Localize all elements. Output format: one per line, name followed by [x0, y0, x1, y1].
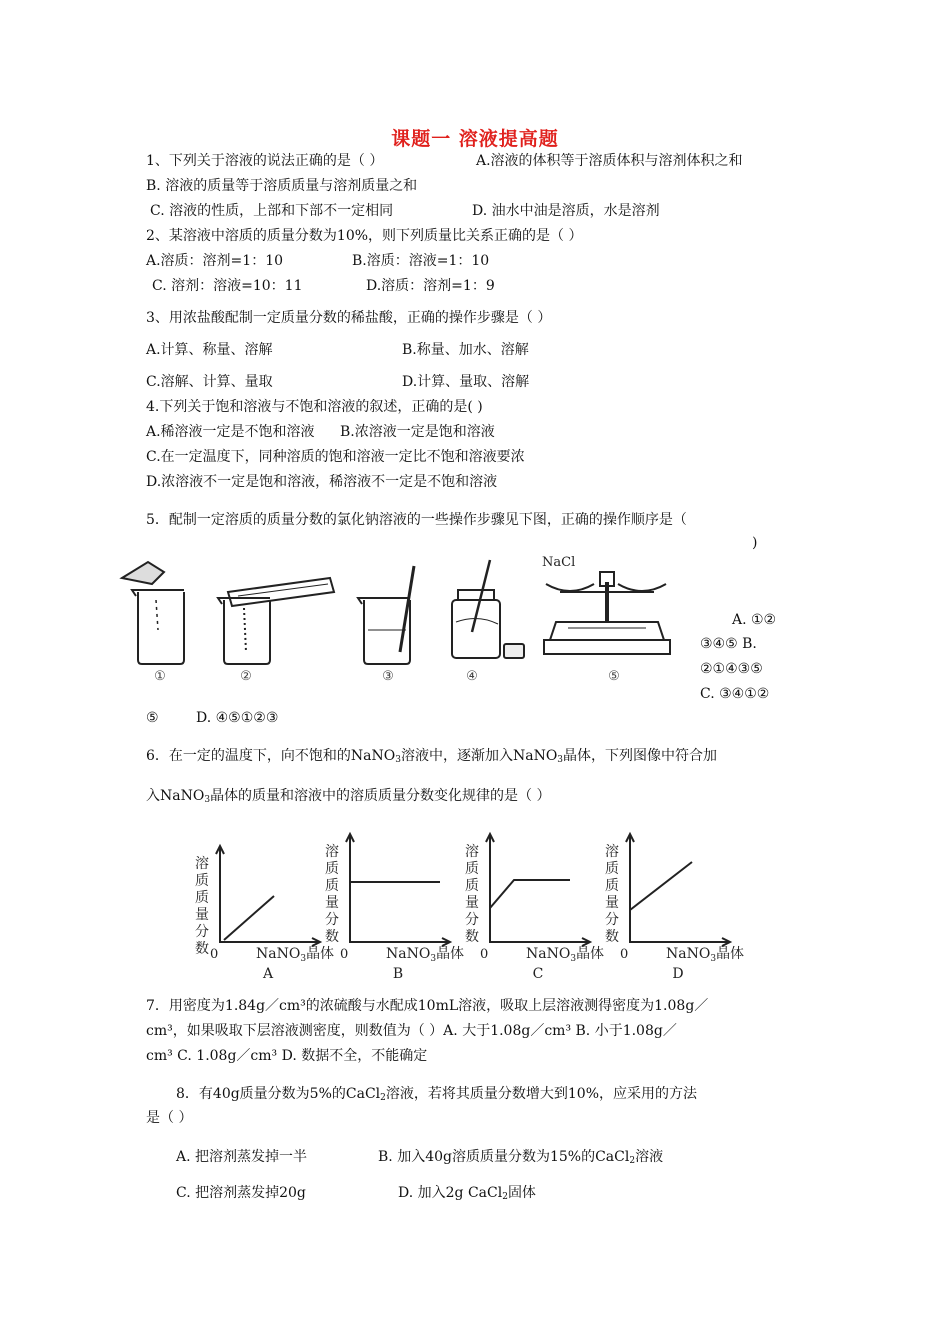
q5-option-line1: A. ①② [732, 612, 777, 628]
balance-scale-icon [544, 572, 670, 654]
axes [350, 834, 450, 942]
q5-option-line5b: D. ④⑤①②③ [196, 710, 279, 726]
origin-label: 0 [340, 947, 349, 962]
page-title: 课题一 溶液提高题 [391, 128, 559, 150]
q1-option-d: D. 油水中油是溶质，水是溶剂 [472, 203, 660, 219]
q5-stem-end: ) [752, 535, 758, 551]
origin-label: 0 [210, 947, 219, 962]
graph-B [325, 834, 464, 982]
q1-option-b: B. 溶液的质量等于溶质质量与溶剂质量之和 [146, 178, 418, 194]
y-label-char: 数 [605, 929, 619, 945]
y-label-char: 量 [325, 895, 339, 911]
q8-line1: 8．有40g质量分数为5%的CaCl$_2$溶液，若将其质量分数增大到10%，应采用的方法 [176, 1086, 698, 1103]
q3-stem: 3、用浓盐酸配制一定质量分数的稀盐酸，正确的操作步骤是（ ） [146, 310, 552, 326]
q7-line1: 7．用密度为1.84g／cm³的浓硫酸与水配成10mL溶液，吸取上层溶液测得密度为1.08g／ [146, 998, 709, 1014]
q4-option-d: D.浓溶液不一定是饱和溶液，稀溶液不一定是不饱和溶液 [146, 474, 498, 490]
y-label-char: 量 [465, 895, 479, 911]
q3-option-d: D.计算、量取、溶解 [402, 374, 530, 390]
y-label-char: 质 [605, 878, 619, 894]
y-label-char: 量 [605, 895, 619, 911]
q1-option-a: A.溶液的体积等于溶质体积与溶剂体积之和 [476, 153, 743, 169]
y-label-char: 质 [465, 878, 479, 894]
graph-letter: A [262, 966, 274, 982]
q6-line1: 6．在一定的温度下，向不饱和的NaNO$_3$溶液中，逐渐加入NaNO$_3$晶体，下列图像中符合加 [146, 748, 718, 765]
q6-graphs [190, 828, 770, 988]
fig-label-1: ① [154, 669, 166, 684]
axes [490, 834, 590, 942]
y-label-char: 数 [325, 929, 339, 945]
q5-option-line4: C. ③④①② [700, 686, 770, 702]
q3-option-b: B.称量、加水、溶解 [402, 342, 529, 358]
y-label-char: 分 [465, 912, 479, 928]
q8-option-a: A. 把溶剂蒸发掉一半 [176, 1149, 308, 1165]
curve [630, 862, 692, 910]
q1-stem: 1、下列关于溶液的说法正确的是（ ） [146, 153, 384, 169]
x-label: NaNO$_3$晶体 [386, 946, 465, 964]
fig-label-3: ③ [382, 669, 394, 684]
q7-line2: cm³，如果吸取下层溶液测密度，则数值为（ ）A. 大于1.08g／cm³ B. 小于1.08g／ [146, 1023, 677, 1039]
reagent-jar-icon [452, 560, 524, 658]
graph-letter: B [392, 966, 404, 982]
q8-line2: 是（ ） [146, 1110, 193, 1126]
y-label-char: 分 [195, 924, 209, 940]
x-label: NaNO$_3$晶体 [256, 946, 335, 964]
y-label-char: 分 [605, 912, 619, 928]
q2-option-a: A.溶质：溶剂=1：10 [146, 253, 284, 269]
curve [490, 880, 570, 908]
fig-label-4: ④ [466, 669, 478, 684]
curve [224, 896, 274, 940]
q7-line3: cm³ C. 1.08g／cm³ D. 数据不全，不能确定 [146, 1048, 428, 1064]
q5-stem: 5．配制一定溶质的质量分数的氯化钠溶液的一些操作步骤见下图，正确的操作顺序是（ [146, 512, 687, 528]
graph-letter: D [672, 966, 684, 982]
origin-label: 0 [620, 947, 629, 962]
q5-option-line5a: ⑤ [146, 710, 159, 726]
q8-option-b: B. 加入40g溶质质量分数为15%的CaCl$_2$溶液 [378, 1149, 664, 1166]
y-label-char: 溶 [325, 844, 339, 860]
q5-option-line2: ③④⑤ B. [700, 636, 757, 652]
q4-option-b: B.浓溶液一定是饱和溶液 [340, 424, 495, 440]
pouring-cylinder-icon [218, 578, 334, 664]
y-label-char: 质 [325, 878, 339, 894]
y-label-char: 数 [465, 929, 479, 945]
axes [630, 834, 730, 942]
y-label-char: 质 [325, 861, 339, 877]
y-label-char: 溶 [605, 844, 619, 860]
graph-A [195, 846, 334, 982]
fig-label-2: ② [240, 669, 252, 684]
q2-option-c: C. 溶剂：溶液=10：11 [152, 278, 303, 294]
y-label-char: 数 [195, 941, 209, 957]
origin-label: 0 [480, 947, 489, 962]
graph-letter: C [532, 966, 544, 982]
q4-option-a: A.稀溶液一定是不饱和溶液 [146, 424, 315, 440]
q2-stem: 2、某溶液中溶质的质量分数为10%，则下列质量比关系正确的是（ ） [146, 228, 583, 244]
q2-option-b: B.溶质：溶液=1：10 [352, 253, 490, 269]
q2-option-d: D.溶质：溶剂=1：9 [366, 278, 495, 294]
y-label-char: 质 [465, 861, 479, 877]
fig-label-5: ⑤ [608, 669, 620, 684]
x-label: NaNO$_3$晶体 [526, 946, 605, 964]
beaker-icon [122, 562, 184, 664]
glass-rod-icon [358, 566, 414, 664]
y-label-char: 质 [605, 861, 619, 877]
graph-C [465, 834, 604, 982]
y-label-char: 溶 [195, 856, 209, 872]
q6-line2: 入NaNO$_3$晶体的质量和溶液中的溶质质量分数变化规律的是（ ） [146, 788, 551, 805]
q4-stem: 4.下列关于饱和溶液与不饱和溶液的叙述，正确的是( ) [146, 399, 483, 415]
q8-option-d: D. 加入2g CaCl$_2$固体 [398, 1185, 536, 1202]
q5-lab-figure [118, 552, 728, 692]
nacl-label: NaCl [542, 555, 576, 570]
axes [220, 846, 320, 942]
graph-D [605, 834, 744, 982]
q3-option-c: C.溶解、计算、量取 [146, 374, 273, 390]
y-label-char: 质 [195, 873, 209, 889]
y-label-char: 质 [195, 890, 209, 906]
q1-option-c: C. 溶液的性质，上部和下部不一定相同 [150, 203, 394, 219]
q4-option-c: C.在一定温度下，同种溶质的饱和溶液一定比不饱和溶液要浓 [146, 449, 525, 465]
q3-option-a: A.计算、称量、溶解 [146, 342, 273, 358]
q5-option-line3: ②①④③⑤ [700, 661, 763, 677]
x-label: NaNO$_3$晶体 [666, 946, 745, 964]
y-label-char: 分 [325, 912, 339, 928]
y-label-char: 溶 [465, 844, 479, 860]
q8-option-c: C. 把溶剂蒸发掉20g [176, 1185, 306, 1201]
y-label-char: 量 [195, 907, 209, 923]
